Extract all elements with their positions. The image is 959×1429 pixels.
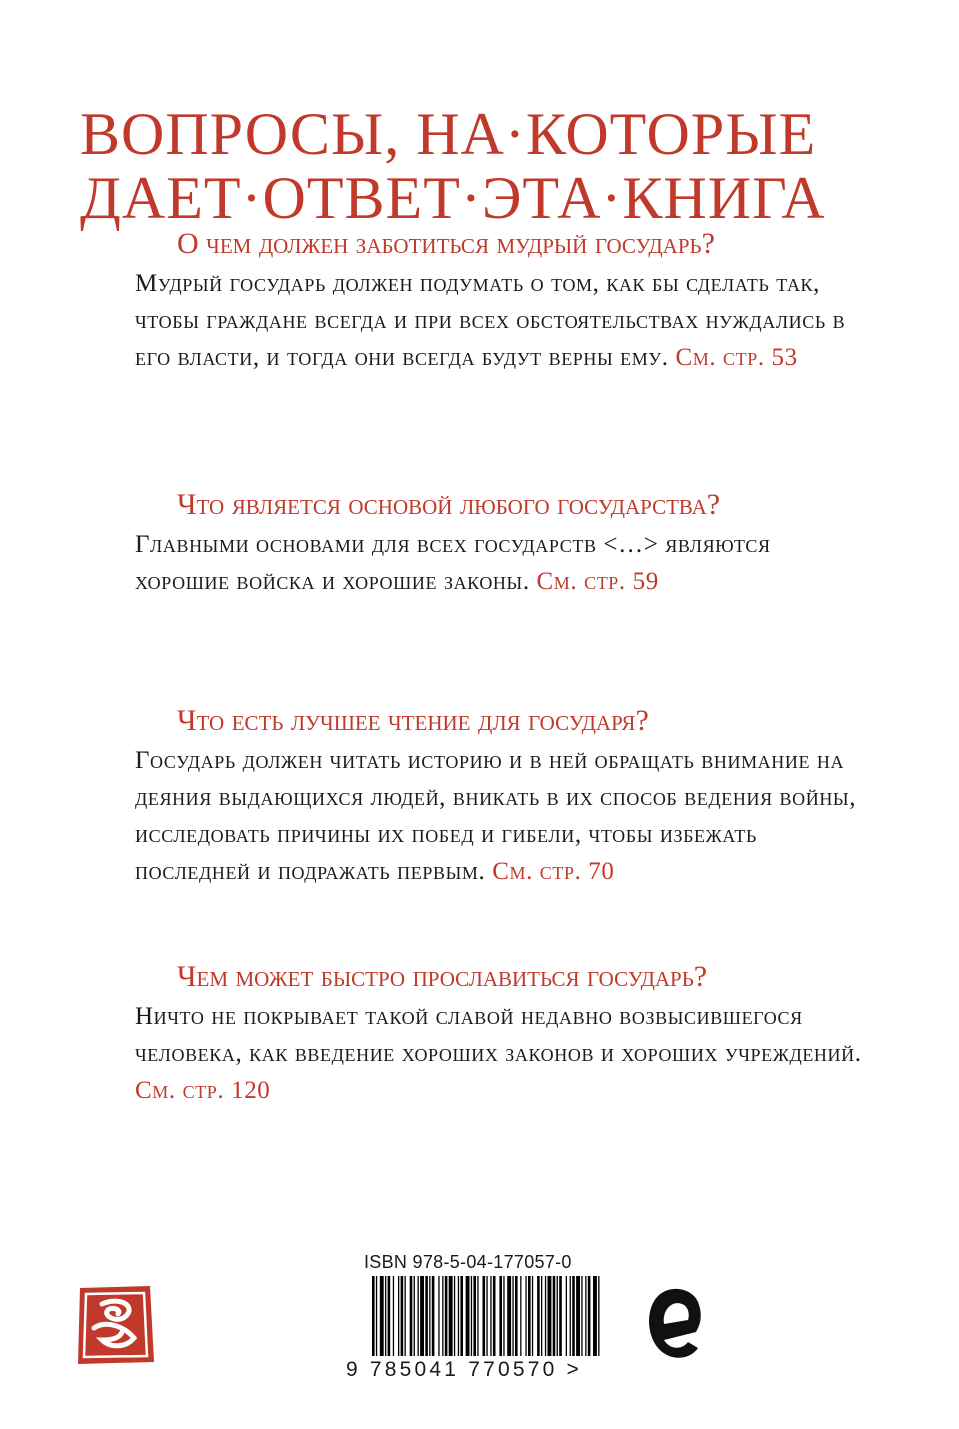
barcode	[342, 1250, 612, 1390]
question-2: Что является основой любого государства?	[177, 488, 721, 521]
answer-3-text: Государь должен читать историю и в ней обращать внимание на деяния выдающихся людей, вникать в их способ ведения войны, исследовать причины их побед и гибели, чтобы избежать последней и подражать первым.	[135, 747, 857, 885]
question-4: Чем может быстро прославиться государь?	[177, 960, 708, 993]
answer-3	[135, 742, 865, 890]
publisher-stamp-icon	[72, 1282, 158, 1368]
page-title	[80, 102, 920, 230]
eksmo-logo-icon	[642, 1282, 704, 1364]
isbn-digits: 9 785041 770570 >	[346, 1358, 582, 1381]
answer-4	[135, 998, 865, 1109]
qa-block-1	[135, 225, 865, 376]
answer-4-text: Ничто не покрывает такой славой недавно возвысившегося человека, как введение хороших законов и хороших учреждений.	[135, 1003, 862, 1067]
barcode-bars	[372, 1276, 600, 1356]
title-line-2: ДАЕТ·ОТВЕТ·ЭТА·КНИГА	[80, 165, 826, 232]
title-line-1: ВОПРОСЫ, НА·КОТОРЫЕ	[80, 101, 817, 168]
page-ref-4: См. стр. 120	[135, 1077, 271, 1104]
page-ref-3: См. стр. 70	[492, 858, 615, 885]
isbn-label: ISBN 978-5-04-177057-0	[364, 1252, 572, 1272]
answer-1-text: Мудрый государь должен подумать о том, как бы сделать так, чтобы граждане всегда и при всех обстоятельствах нуждались в его власти, и тогда они всегда будут верны ему.	[135, 270, 846, 371]
page-ref-1: См. стр. 53	[675, 344, 798, 371]
question-3: Что есть лучшее чтение для государя?	[177, 704, 649, 737]
answer-2-text: Главными основами для всех государств <…> являются хорошие войска и хорошие законы.	[135, 531, 771, 595]
qa-block-4	[135, 958, 865, 1109]
question-1: О чем должен заботиться мудрый государь?	[177, 227, 715, 260]
qa-block-2	[135, 486, 865, 600]
answer-2	[135, 526, 865, 600]
qa-block-3	[135, 702, 865, 890]
page-ref-2: См. стр. 59	[536, 568, 659, 595]
answer-1	[135, 265, 865, 376]
